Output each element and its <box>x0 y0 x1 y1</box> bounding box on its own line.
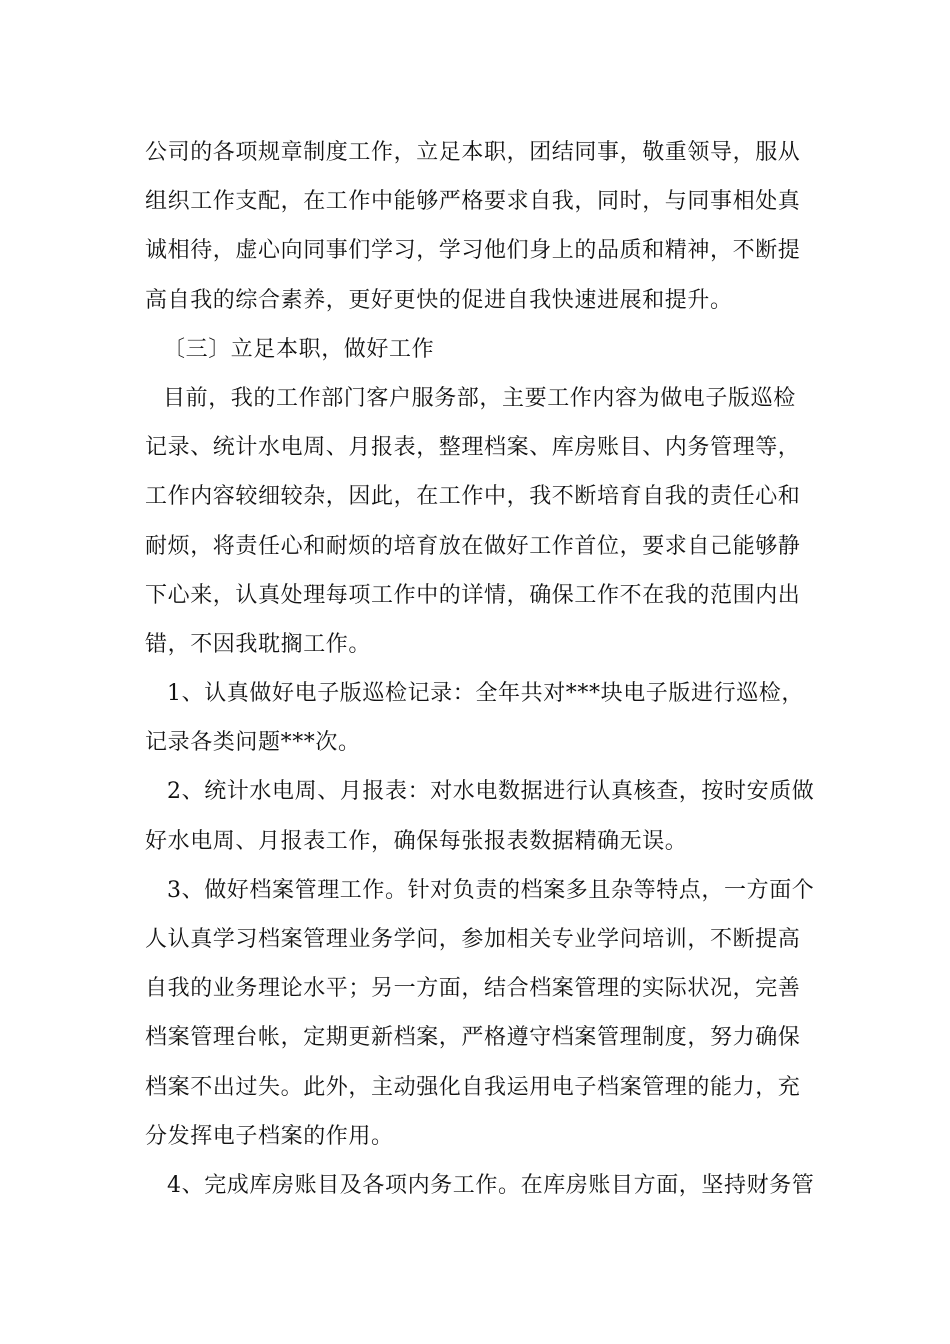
text-line: 工作内容较细较杂，因此，在工作中，我不断培育自我的责任心和 <box>145 484 801 510</box>
text-line: 目前，我的工作部门客户服务部，主要工作内容为做电子版巡检 <box>163 385 796 411</box>
text-line: 诚相待，虚心向同事们学习，学习他们身上的品质和精神，不断提 <box>145 238 801 264</box>
text-line: 记录、统计水电周、月报表，整理档案、库房账目、内务管理等， <box>145 435 801 461</box>
text-line: 好水电周、月报表工作，确保每张报表数据精确无误。 <box>145 828 688 854</box>
text-line: 下心来，认真处理每项工作中的详情，确保工作不在我的范围内出 <box>145 582 801 608</box>
list-item-3: 3、做好档案管理工作。针对负责的档案多且杂等特点，一方面个 <box>167 877 815 903</box>
text-line: 人认真学习档案管理业务学问，参加相关专业学问培训，不断提高 <box>145 927 801 952</box>
text-line: 分发挥电子档案的作用。 <box>145 1123 394 1149</box>
text-line: 档案不出过失。此外，主动强化自我运用电子档案管理的能力，充 <box>145 1074 801 1100</box>
text-line: 公司的各项规章制度工作，立足本职，团结同事，敬重领导，服从 <box>145 140 801 165</box>
text-line: 组织工作支配，在工作中能够严格要求自我，同时，与同事相处真 <box>145 189 801 215</box>
text-line: 记录各类问题***次。 <box>145 730 361 756</box>
text-line: 档案管理台帐，定期更新档案，严格遵守档案管理制度，努力确保 <box>145 1025 801 1051</box>
text-line: 错，不因我耽搁工作。 <box>145 631 372 657</box>
list-item-1: 1、认真做好电子版巡检记录：全年共对***块电子版进行巡检， <box>167 681 804 707</box>
list-item-4: 4、完成库房账目及各项内务工作。在库房账目方面，坚持财务管 <box>167 1172 815 1198</box>
section-heading: 〔三〕立足本职，做好工作 <box>163 336 435 362</box>
text-line: 耐烦，将责任心和耐烦的培育放在做好工作首位，要求自己能够静 <box>145 533 801 559</box>
list-item-2: 2、统计水电周、月报表：对水电数据进行认真核查，按时安质做 <box>167 779 815 805</box>
text-line: 自我的业务理论水平；另一方面，结合档案管理的实际状况，完善 <box>145 976 801 1002</box>
document-body <box>145 128 815 1210</box>
text-line: 高自我的综合素养，更好更快的促进自我快速进展和提升。 <box>145 287 733 313</box>
